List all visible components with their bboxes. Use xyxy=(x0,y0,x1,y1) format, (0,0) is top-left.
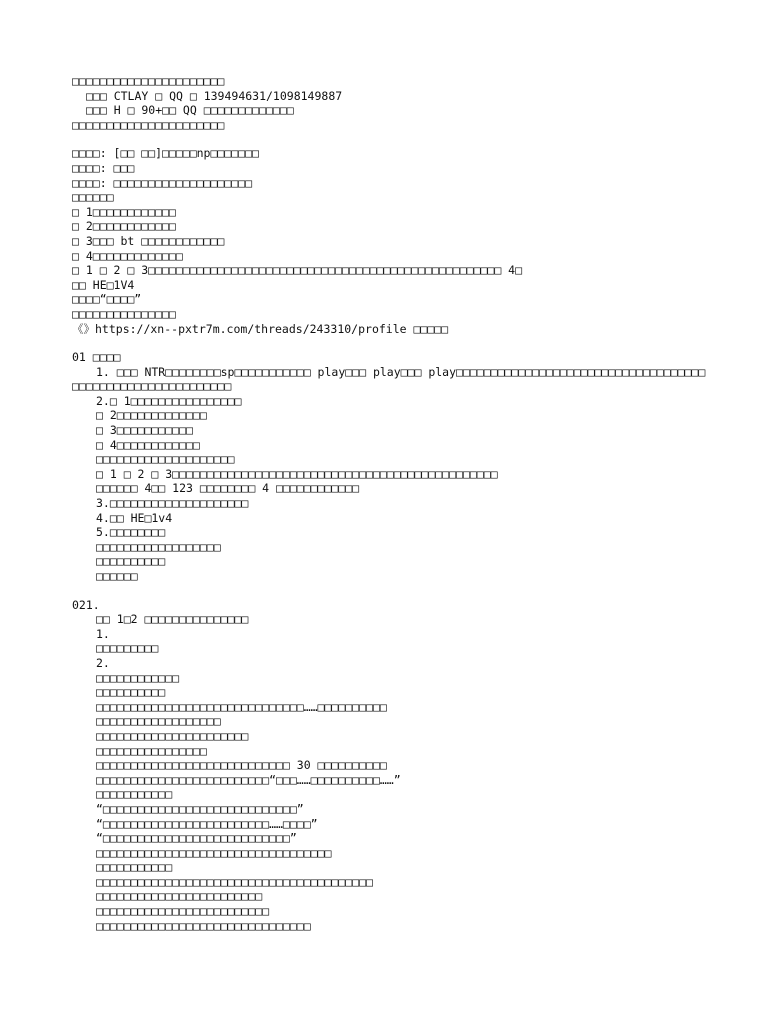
section-line: 3.□□□□□□□□□□□□□□□□□□□□ xyxy=(96,496,249,511)
section-line: “□□□□□□□□□□□□□□□□□□□□□□□□□□□” xyxy=(96,831,297,846)
meta-line: □ 1 □ 2 □ 3□□□□□□□□□□□□□□□□□□□□□□□□□□□□□□□□□□□□□□□□□□□□□□□□□□□ 4□ xyxy=(72,263,523,278)
meta-line: □□□□“□□□□” xyxy=(72,292,142,307)
section-line: □□□□□□□□□□□□□□□□□□□□□□ xyxy=(96,728,249,743)
section-line: 5.□□□□□□□□ xyxy=(96,525,166,540)
section-line: □□□□□□□□□□□□□□□□□□□□□□□ xyxy=(72,379,232,394)
section-line: □□□□□□ 4□□ 123 □□□□□□□□ 4 □□□□□□□□□□□□ xyxy=(96,481,360,496)
header-line: □□□□□□□□□□□□□□□□□□□□□□ xyxy=(72,74,225,88)
section-line: □ 4□□□□□□□□□□□□ xyxy=(96,437,200,452)
section-line: “□□□□□□□□□□□□□□□□□□□□□□□□□□□□” xyxy=(96,801,304,816)
section-line: 1. xyxy=(96,626,110,641)
section-021 xyxy=(72,598,752,934)
section-line: “□□□□□□□□□□□□□□□□□□□□□□□□……□□□□” xyxy=(96,816,318,831)
meta-line: □□ HE□1V4 xyxy=(72,277,135,292)
spacer xyxy=(72,132,752,146)
section-line: □□□□□□□□□□□ xyxy=(96,787,173,802)
document-body xyxy=(72,74,752,933)
section-line: 2.□ 1□□□□□□□□□□□□□□□□ xyxy=(96,393,242,408)
section-heading: 01 □□□□ xyxy=(72,350,121,365)
section-line: □□□□□□□□□□□□□□□□□□□□□□□□□ xyxy=(96,904,270,919)
section-line: □□□□□□□□□□□□□□□□ xyxy=(96,743,207,758)
section-line: □□□□□□□□□□ xyxy=(96,554,166,569)
meta-line: □□□□□□□□□□□□□□□ xyxy=(72,306,176,321)
section-heading: 021. xyxy=(72,597,100,612)
section-line: □□□□□□□□□□□□□□□□□□□□ xyxy=(96,452,235,467)
section-line: □□□□□□□□□□□□□□□□□□□□□□□□□□□□ 30 □□□□□□□□□□ xyxy=(96,758,387,773)
meta-block xyxy=(72,146,752,336)
section-line: □□ 1□2 □□□□□□□□□□□□□□□ xyxy=(96,612,249,627)
section-line: □□□□□□□□□□□□□□□□□□ xyxy=(96,714,221,729)
section-line: □□□□□□□□□□□□□□□□□□□□□□□□□“□□□……□□□□□□□□□□……” xyxy=(96,772,401,787)
meta-line: □ 4□□□□□□□□□□□□□ xyxy=(72,248,183,263)
section-line: □□□□□□□□□□□□□□□□□□□□□□□□□□□□□□□ xyxy=(96,918,311,933)
section-01 xyxy=(72,350,752,584)
section-line: □□□□□□□□□ xyxy=(96,641,159,656)
section-line: 4.□□ HE□1v4 xyxy=(96,510,173,525)
meta-line: □□□□: □□□□□□□□□□□□□□□□□□□□ xyxy=(72,175,253,190)
header-block xyxy=(72,74,752,132)
meta-line: □□□□□□ xyxy=(72,190,114,205)
section-line: 2. xyxy=(96,655,110,670)
section-line: 1. □□□ NTR□□□□□□□□sp□□□□□□□□□□□ play□□□ play□□□ play□□□□□□□□□□□□□□□□□□□□□□□□□□□□□□□□□□□□ xyxy=(96,364,706,379)
section-line: □□□□□□□□□□□□□□□□□□□□□□□□□□□□□□□□□□ xyxy=(96,845,332,860)
header-line: □□□□□□□□□□□□□□□□□□□□□□ xyxy=(72,117,225,132)
section-line: □□□□□□□□□□□□□□□□□□ xyxy=(96,539,221,554)
section-line: □□□□□□□□□□ xyxy=(96,685,166,700)
spacer xyxy=(72,336,752,350)
section-line: □□□□□□□□□□□□□□□□□□□□□□□□ xyxy=(96,889,263,904)
spacer xyxy=(72,584,752,598)
section-line: □□□□□□□□□□□□ xyxy=(96,670,180,685)
meta-line: □ 2□□□□□□□□□□□□ xyxy=(72,219,176,234)
section-line: □□□□□□□□□□□□□□□□□□□□□□□□□□□□□□□□□□□□□□□□ xyxy=(96,874,373,889)
section-line: □□□□□□□□□□□ xyxy=(96,860,173,875)
section-line: □□□□□□ xyxy=(96,569,138,583)
meta-line: □ 1□□□□□□□□□□□□ xyxy=(72,204,176,219)
header-line: □□□ CTLAY □ QQ □ 139494631/1098149887 xyxy=(86,88,343,103)
section-line: □ 2□□□□□□□□□□□□□ xyxy=(96,408,207,423)
section-line: □□□□□□□□□□□□□□□□□□□□□□□□□□□□□□……□□□□□□□□□□ xyxy=(96,699,387,714)
section-line: □ 3□□□□□□□□□□□ xyxy=(96,423,193,438)
profile-link[interactable]: 《》https://xn--pxtr7m.com/threads/243310/profile □□□□□ xyxy=(72,321,449,336)
meta-line: □□□□: [□□ □□]□□□□□np□□□□□□□ xyxy=(72,146,259,161)
section-line: □ 1 □ 2 □ 3□□□□□□□□□□□□□□□□□□□□□□□□□□□□□□□□□□□□□□□□□□□□□□□ xyxy=(96,466,498,481)
meta-line: □ 3□□□ bt □□□□□□□□□□□□ xyxy=(72,233,225,248)
header-line: □□□ H □ 90+□□ QQ □□□□□□□□□□□□□ xyxy=(86,103,294,118)
meta-line: □□□□: □□□ xyxy=(72,160,135,175)
